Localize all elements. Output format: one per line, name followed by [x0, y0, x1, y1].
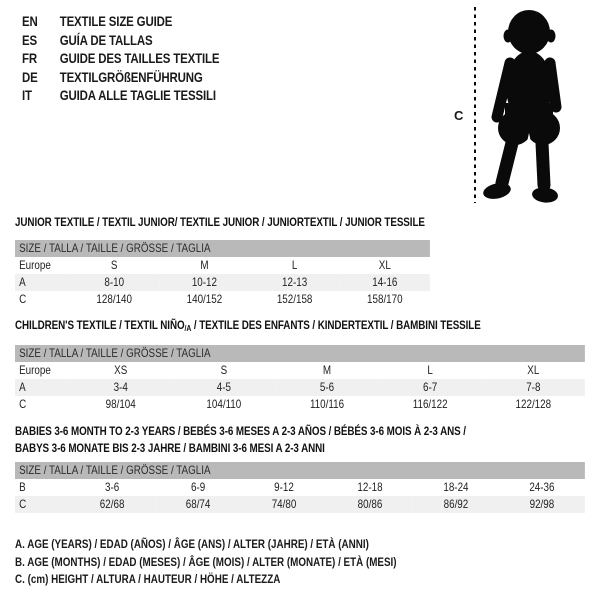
footnote-b: B. AGE (MONTHS) / EDAD (MESES) / ÂGE (MOIS) / ALTER (MONATE) / ETÀ (MESI) [15, 554, 397, 569]
size-header-bar: SIZE / TALLA / TAILLE / GRÖSSE / TAGLIA [15, 240, 430, 257]
value-cell: 14-16 [340, 274, 430, 291]
size-header-row [15, 345, 585, 362]
children-table-title [15, 317, 481, 337]
value-cell: 92/98 [499, 496, 585, 513]
table-row-height [15, 396, 585, 413]
row-label: Europe [19, 363, 51, 377]
value-cell: 140/152 [186, 292, 223, 306]
babies-table-wrap [15, 462, 585, 513]
value-cell: 122/128 [515, 397, 552, 411]
language-code: ES [22, 31, 37, 48]
row-label: C [15, 496, 69, 513]
table-row-europe [15, 362, 585, 379]
figure-canvas [450, 3, 580, 215]
babies-title-line1: BABIES 3-6 MONTH TO 2-3 YEARS / BEBÉS 3-6 MESES A 2-3 AÑOS / BÉBÉS 3-6 MOIS À 2-3 ANS / [15, 424, 466, 438]
value-cell: 3-6 [104, 480, 120, 494]
value-cell: 80/86 [327, 496, 413, 513]
value-cell: 62/68 [69, 496, 155, 513]
table-row-age [15, 379, 585, 396]
value-cell: 6-9 [190, 480, 206, 494]
row-label: C [19, 292, 27, 306]
table-row-age [15, 274, 430, 291]
table-row-europe [15, 257, 430, 274]
language-code: EN [22, 13, 38, 29]
language-row-de [22, 68, 219, 87]
size-header-row [15, 462, 585, 479]
children-size-table [15, 345, 585, 413]
language-row-en [22, 12, 219, 31]
size-cell: M [322, 363, 332, 377]
value-cell: 158/170 [367, 292, 403, 306]
row-label: A [15, 274, 69, 291]
row-label: Europe [19, 258, 51, 272]
footnote-a: A. AGE (YEARS) / EDAD (AÑOS) / ÂGE (ANS) / ALTER (JAHRE) / ETÀ (ANNI) [15, 537, 369, 551]
title-text: / TEXTILE DES ENFANTS / KINDERTEXTIL / BAMBINI TESSILE [191, 318, 481, 332]
title-text: CHILDREN'S TEXTILE / TEXTIL NIÑO [15, 318, 185, 332]
size-cell: S [110, 258, 118, 272]
babies-title-line2: BABYS 3-6 MONATE BIS 2-3 JAHRE / BAMBINI 3-6 MESI A 2-3 ANNI [15, 441, 325, 455]
value-cell: 3-4 [69, 379, 172, 396]
value-cell: 12-18 [357, 480, 383, 494]
babies-size-table [15, 462, 585, 513]
value-cell: 104/110 [206, 397, 242, 411]
size-header-bar: SIZE / TALLA / TAILLE / GRÖSSE / TAGLIA [15, 462, 585, 479]
row-label: B [19, 480, 26, 494]
table-row-height [15, 291, 430, 308]
value-cell: 74/80 [241, 496, 327, 513]
value-cell: 86/92 [413, 496, 499, 513]
size-cell: XL [378, 258, 391, 272]
language-label: GUÍA DE TALLAS [59, 31, 153, 48]
size-header-row [15, 240, 430, 257]
value-cell: 7-8 [482, 379, 585, 396]
value-cell: 5-6 [275, 379, 378, 396]
size-header-bar: SIZE / TALLA / TAILLE / GRÖSSE / TAGLIA [15, 345, 585, 362]
children-table-wrap [15, 345, 585, 413]
language-row-fr [22, 49, 219, 68]
baby-silhouette-icon [482, 10, 560, 204]
size-cell: M [200, 258, 209, 272]
value-cell: 152/158 [276, 292, 313, 306]
babies-table-title [15, 423, 466, 457]
footnotes [15, 536, 397, 589]
height-measure-label: C [454, 108, 464, 123]
value-cell: 110/116 [309, 397, 345, 411]
language-code: FR [22, 50, 37, 67]
language-row-es [22, 31, 219, 50]
size-cell: L [427, 363, 433, 377]
language-label: GUIDA ALLE TAGLIE TESSILI [59, 87, 216, 104]
value-cell: 10-12 [159, 274, 249, 291]
size-cell: XS [114, 363, 128, 377]
value-cell: 6-7 [379, 379, 482, 396]
value-cell: 4-5 [172, 379, 275, 396]
size-cell: L [291, 258, 298, 272]
value-cell: 24-36 [529, 480, 555, 494]
language-row-it [22, 86, 219, 105]
size-cell: XL [527, 363, 540, 377]
row-label: C [19, 397, 27, 411]
junior-table-wrap [15, 240, 430, 308]
value-cell: 8-10 [69, 274, 159, 291]
value-cell: 9-12 [274, 480, 294, 494]
footnote-c: C. (cm) HEIGHT / ALTURA / HAUTEUR / HÖHE / ALTEZZA [15, 572, 281, 586]
size-cell: S [220, 363, 228, 377]
junior-table-title: JUNIOR TEXTILE / TEXTIL JUNIOR/ TEXTILE JUNIOR / JUNIORTEXTIL / JUNIOR TESSILE [15, 215, 425, 229]
language-label: TEXTILGRÖßENFÜHRUNG [59, 68, 203, 85]
language-code: IT [22, 87, 32, 104]
title-subscript: /A [184, 323, 192, 333]
value-cell: 116/122 [412, 397, 448, 411]
language-code: DE [22, 68, 38, 85]
value-cell: 18-24 [443, 480, 469, 494]
value-cell: 12-13 [250, 274, 340, 291]
table-row-height [15, 496, 585, 513]
junior-size-table [15, 240, 430, 308]
value-cell: 128/140 [96, 292, 133, 306]
language-label: TEXTILE SIZE GUIDE [59, 13, 173, 29]
value-cell: 68/74 [155, 496, 241, 513]
language-list [22, 12, 219, 105]
value-cell: 98/104 [105, 397, 136, 411]
row-label: A [15, 379, 69, 396]
language-label: GUIDE DES TAILLES TEXTILE [59, 50, 220, 67]
table-row-months [15, 479, 585, 496]
